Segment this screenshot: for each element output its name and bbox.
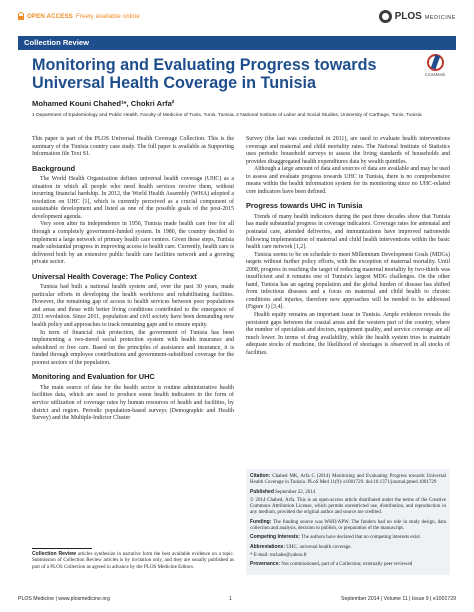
intro-paragraph: This paper is part of the PLOS Universal Health Coverage Collection. This is the summary of the Tunisia country case study. The full paper is available as Supporting Information file Text S1. (32, 136, 234, 158)
paragraph: In term of financial risk protection, the government of Tunisia has been implementing a two-tiered social protection system with health insurance and subsidized or free care. Based on the principles of assistance and insurance, it is funded through employee contributions and government-subsidized coverage for the poorest sectors of the population. (32, 329, 234, 366)
footer-issue: September 2014 | Volume 11 | Issue 9 | e1001729 (341, 596, 456, 602)
section-label: Collection Review (18, 36, 456, 50)
published-date (250, 489, 446, 496)
published-text: September 22, 2014 (275, 489, 316, 495)
copyright: © 2014 Chahed, Arfa. This is an open-access article distributed under the terms of the Creative Commons Attribution License, which permits unrestricted use, distribution, and reproduction in any medium, provided the original author and source are credited. (250, 497, 446, 516)
intro-note (32, 136, 234, 159)
footer-journal: PLOS Medicine | www.plosmedicine.org (18, 596, 110, 602)
paragraph: The main source of data for the health sector is routine administrative health facilities data, which are used to produce some health indicators in the form of service utilization of coverage rates by human resources of health and facilities, by district and region. Periodic population-based surveys (Demographic and Health Survey) and the Multiple-Indictor Cluster (32, 384, 234, 422)
article-title: Monitoring and Evaluating Progress towards Universal Health Coverage in Tunisia (32, 56, 377, 92)
funding-text: The funding source was WHO/APW. The funders had no role in study design, data collection and analysis, decision to publish, or preparation of the manuscript. (250, 519, 446, 532)
open-access-label: OPEN ACCESS (27, 12, 73, 20)
journal-word: PLOS (394, 11, 422, 22)
paragraph: The World Health Organization defines universal health coverage (UHC) as a situation in which all people who need health services receive them, without incurring financial hardship. In 2012, the World Health Assembly (WHA) adopted a resolution on UHC [1], which is currently perceived as a crucial component of sustainable development and listed as one of the possible goals of the post-2015 development agenda. (32, 176, 234, 220)
open-lock-icon (18, 12, 24, 20)
collection-note-text: articles synthesize in narrative form the best available evidence on a topic. Submission of Collection Review articles is by invitation only, and they are usually published as part of a PLOS Collection as agreed in advance by the PLOS Medicine Editors. (32, 551, 234, 570)
plos-logo-icon (379, 10, 392, 23)
collection-review-note (32, 551, 234, 570)
heading-background: Background (32, 163, 76, 173)
citation (250, 473, 446, 487)
journal-sub: MEDICINE (424, 14, 456, 21)
email (250, 553, 446, 559)
crossmark-label: CrossMark (424, 72, 446, 77)
citation-label: Citation: (250, 473, 271, 479)
paragraph: Tunisia seems to be on schedule to meet Millennium Development Goals (MDGs) targets without further policy efforts, with the exception of maternal mortality. Until 2008, progress in reaching the target of reducing maternal mortality by two-thirds was insufficient and it remains one of Tunisia's largest MDG challenges. On the other hand, Tunisia has an ageing population and the global burden of disease has shifted from infectious diseases and a focus on maternal and child health to chronic conditions and injuries, therefore new approaches will be needed to be addressed (Figure 1) [3,4]. (246, 251, 450, 311)
paragraph: Very soon after its independence in 1956, Tunisia made health care free for all through a completely government-funded system. In 1980, the country decided to implement a large network of primary health care centers. Given these steps, Tunisia made substantial progress in improving access to health care. Currently, health care is delivered both by an extensive public health care facilities network and a growing private sector. (32, 221, 234, 266)
footnote-rule (32, 548, 92, 549)
funding-label: Funding: (250, 518, 272, 525)
abbreviations-text: UHC, universal health coverage. (286, 544, 352, 550)
journal-logo (379, 10, 456, 23)
competing-label: Competing Interests: (250, 534, 301, 541)
heading-policy-context: Universal Health Coverage: The Policy Context (32, 271, 197, 281)
heading-progress: Progress towards UHC in Tunisia (246, 201, 363, 211)
affiliations: 1 Department of Epidemiology and Public Health, Faculty of Medicine of Tunis, Tunis, Tunisia, 2 National Institute of Labor and Social Studies, University of Carthage, Tunis, Tunisia (32, 113, 422, 118)
email-label: * E-mail: (250, 552, 269, 558)
provenance (250, 561, 446, 568)
funding (250, 519, 446, 533)
provenance-label: Provenance: (250, 561, 281, 568)
left-column (32, 136, 234, 423)
abbreviations (250, 544, 446, 551)
freely-available-label: Freely available online (75, 12, 140, 20)
competing-text: The authors have declared that no competing interests exist. (301, 535, 422, 541)
article-info-box (246, 469, 450, 575)
author-list: Mohamed Kouni Chahed¹*, Chokri Arfa² (32, 99, 175, 108)
paragraph: Health equity remains an important issue in Tunisia. Ample evidence reveals the persistent gaps between the coastal areas and the western part of the country, where the number of specialists and doctors, equipment quality, and service coverage are all much lower. In terms of drug availability, while the health system tries to maintain adequate stocks of medicine, the likelihood of shortages is observed in all stocks of facilities. (246, 312, 450, 356)
citation-text: Chahed MK, Arfa C (2014) Monitoring and Evaluating Progress towards Universal Health Coverage in Tunisia. PLoS Med 11(9): e1001729. doi:10.1371/journal.pmed.1001729 (250, 474, 447, 486)
competing-interests (250, 534, 446, 541)
journal-header (18, 10, 456, 32)
provenance-text: Not commissioned, part of a Collection; externally peer reviewed (281, 562, 413, 568)
abbreviations-label: Abbreviations: (250, 543, 286, 550)
crossmark-icon (427, 54, 444, 71)
heading-monitoring: Monitoring and Evaluation for UHC (32, 372, 155, 382)
collection-note-label: Collection Review (32, 551, 77, 557)
page-number: 1 (229, 596, 232, 602)
email-link[interactable]: mchahe@yahoo.fr (270, 552, 307, 558)
published-label: Published (250, 488, 274, 495)
open-access-banner (18, 12, 140, 20)
paragraph: Tunisia had built a national health system and, over the past 30 years, made particular efforts in developing the health workforce and rehabilitating facilities. However, the remaining gap of access to health services between poor populations and areas and those with better living conditions contributed to the emergence of 2011 revolution. Since 2011, population and civil society have been demanding new health policy and approaches to track remaining gaps and to ensure equity. (32, 284, 234, 329)
paragraph: Although a large amount of data and sources of data are available and may be used to assess and evaluate progress towards UHC in Tunisia, there is no comprehensive means within the health information system for its monitoring since no UHC-related core indicators have been defined. (246, 166, 450, 195)
paragraph: Trends of many health indicators during the past three decades show that Tunisia has made substantial progress in coverage indicators. Coverage rates for antenatal and postnatal care, attended deliveries, and immunizations have improved nationwide following implementation of maternal and child health interventions within the basic health care network [1,2]. (246, 213, 450, 251)
paragraph: Survey (the last was conducted in 2011), are used to evaluate health interventions coverage and maternal and child mortality rates. The National Institute of Statistics uses periodic household surveys to assess the living standards of households and provides disaggregated health expenditures data by wealth quintiles. (246, 136, 450, 165)
right-column (246, 136, 450, 357)
crossmark-badge[interactable] (422, 54, 448, 77)
